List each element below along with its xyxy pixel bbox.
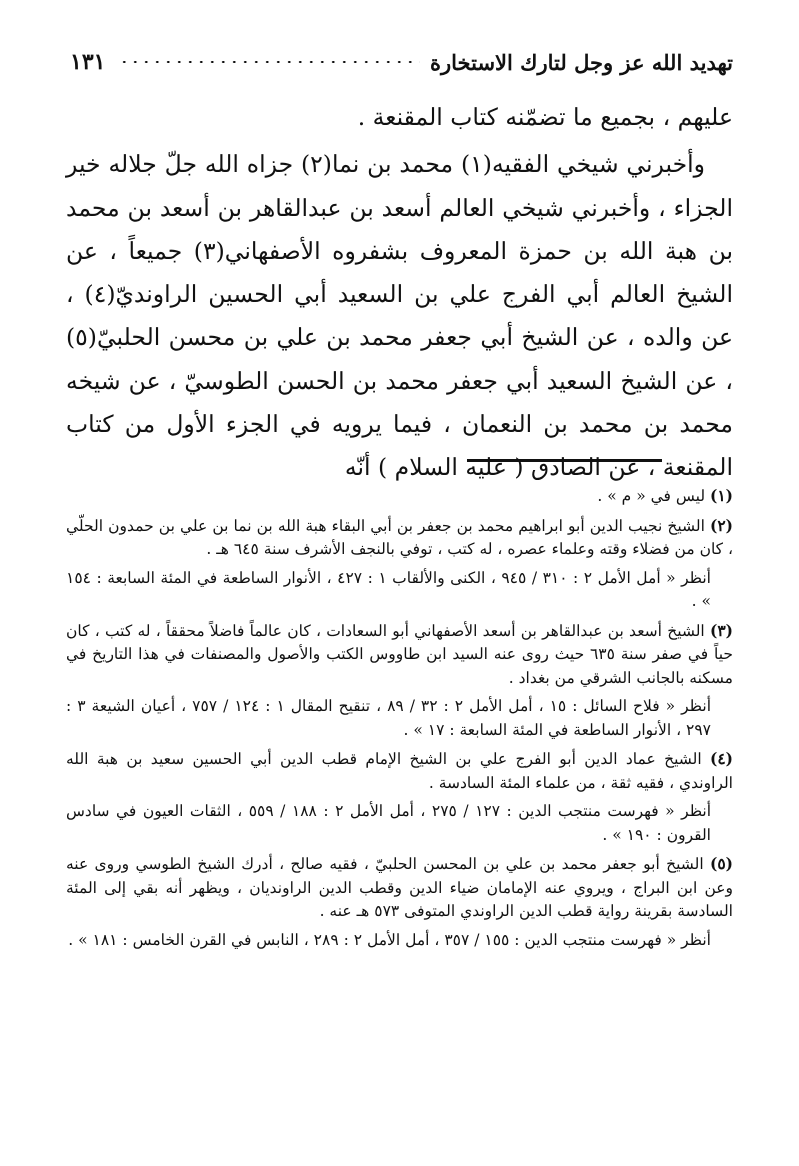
footnote-number: (٣)	[709, 620, 733, 640]
footnote-text: الشيخ أسعد بن عبدالقاهر بن أسعد الأصفهاني أبو السعادات ، كان عالماً فاضلاً محققاً ، له كتب ، كان حياً في صفر سنة ٦٣٥ حيث روى عنه السيد ابن طاووس الكتب والأصول والمصنفات في هذا التاريخ في مسكنه بالجانب الشرقي من بغداد .	[66, 621, 733, 687]
footnote-text: الشيخ عماد الدين أبو الفرج علي بن الشيخ الإمام قطب الدين أبي الحسين سعيد بن هبة الله الراوندي ، فقيه ثقة ، من علماء المئة السادسة .	[66, 750, 733, 792]
footnote-5	[66, 852, 733, 952]
footnotes	[66, 484, 733, 957]
page-header	[70, 44, 733, 80]
footnote-number: (١)	[709, 486, 733, 505]
footnote-number: (٤)	[709, 749, 733, 768]
footnote-separator	[467, 459, 662, 462]
footnote-text: ليس في « م » .	[597, 487, 706, 505]
paragraph-1: عليهم ، بجميع ما تضمّنه كتاب المقنعة .	[357, 103, 733, 131]
page-number: ١٣١	[70, 49, 106, 75]
footnote-refs: أنظر « أمل الأمل ٢ : ٣١٠ / ٩٤٥ ، الكنى والألقاب ١ : ٤٢٧ ، الأنوار الساطعة في المئة السابعة : ١٥٤ » .	[66, 568, 711, 610]
footnote-3	[66, 619, 733, 743]
footnote-refs: أنظر « فهرست منتجب الدين : ١٥٥ / ٣٥٧ ، أمل الأمل ٢ : ٢٨٩ ، النابس في القرن الخامس : ١٨١ » .	[68, 930, 711, 949]
footnote-text: الشيخ نجيب الدين أبو ابراهيم محمد بن جعفر بن أبي البقاء هبة الله بن نما بن علي بن حمدون الحلّي ، كان من فضلاء وقته وعلماء عصره ، له كتب ، توفي بالنجف الأشرف سنة ٦٤٥ هـ .	[66, 516, 733, 558]
paragraph-2: وأخبرني شيخي الفقيه(١) محمد بن نما(٢) جزاه الله جلّ جلاله خير الجزاء ، وأخبرني شيخي العالم أسعد بن عبدالقاهر بن أسعد بن محمد بن هبة الله بن حمزة المعروف بشفروه الأصفهاني(٣) جميعاً ، عن الشيخ العالم أبي الفرج علي بن السعيد أبي الحسين الراونديّ(٤) ، عن والده ، عن الشيخ أبي جعفر محمد بن علي بن محسن الحلبيّ(٥) ، عن الشيخ السعيد أبي جعفر محمد بن الحسن الطوسيّ ، عن شيخه محمد بن محمد بن النعمان ، فيما يرويه في الجزء الأول من كتاب المقنعة ، عن الصادق ( عليه السلام ) أنّه	[66, 150, 733, 482]
footnote-4	[66, 747, 733, 847]
running-title: تهديد الله عز وجل لتارك الاستخارة	[430, 49, 733, 75]
footnote-text: الشيخ أبو جعفر محمد بن علي بن المحسن الحلبيّ ، فقيه صالح ، أدرك الشيخ الطوسي وروى عنه وعن ابن البراج ، ويروي عنه الإمامان ضياء الدين وقطب الدين الراونديان ، ويظهر أنه بقي إلى المئة السادسة بقرينة رواية قطب الدين الراوندي المتوفى ٥٧٣ هـ عنه .	[66, 855, 733, 920]
footnote-1	[66, 484, 733, 509]
footnote-number: (٥)	[709, 854, 733, 873]
footnote-2	[66, 514, 733, 614]
footnote-refs: أنظر « فلاح السائل : ١٥ ، أمل الأمل ٢ : ٣٢ / ٨٩ ، تنقيح المقال ١ : ١٢٤ / ٧٥٧ ، أعيان الشيعة ٣ : ٢٩٧ ، الأنوار الساطعة في المئة السابعة : ١٧ » .	[66, 697, 712, 739]
footnote-number: (٢)	[710, 515, 734, 535]
footnote-refs: أنظر « فهرست منتجب الدين : ١٢٧ / ٢٧٥ ، أمل الأمل ٢ : ١٨٨ / ٥٥٩ ، الثقات العيون في سادس القرون : ١٩٠ » .	[66, 802, 712, 844]
leader-dots	[115, 61, 420, 63]
main-text	[66, 96, 733, 490]
